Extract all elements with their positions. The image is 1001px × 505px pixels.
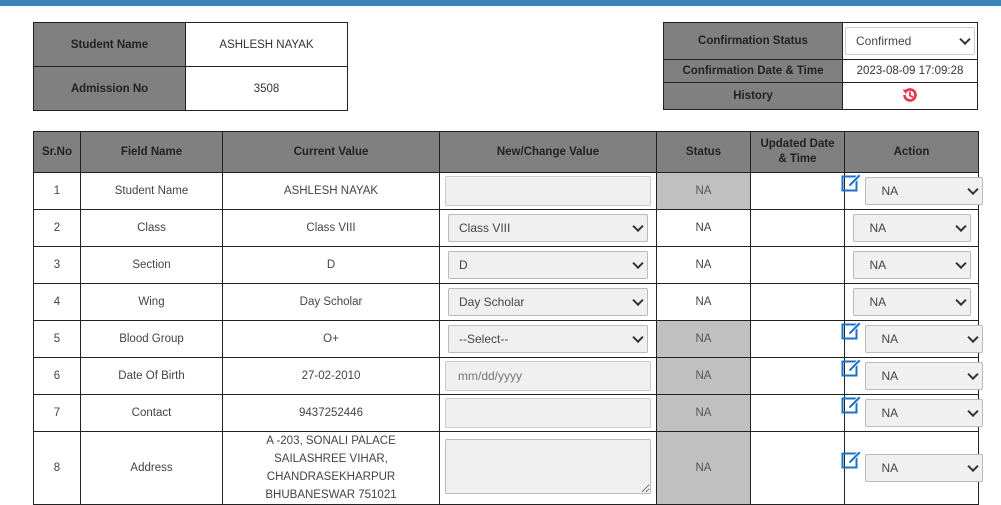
row-updated-date: [751, 321, 845, 358]
action-select[interactable]: [865, 177, 983, 205]
action-select[interactable]: [865, 325, 983, 353]
contact-input[interactable]: [445, 398, 651, 428]
confirmation-status-cell: [843, 23, 978, 60]
table-row: [34, 358, 979, 395]
section-select[interactable]: [448, 251, 648, 279]
top-accent-bar: [0, 0, 1001, 6]
row-updated-date: [751, 247, 845, 284]
row-current-value: 27-02-2010: [223, 358, 440, 395]
row-action-cell: [845, 284, 979, 321]
action-select[interactable]: [865, 454, 983, 482]
table-row: [34, 173, 979, 210]
confirmation-date-value: 2023-08-09 17:09:28: [843, 60, 978, 83]
blood-group-select[interactable]: [448, 325, 648, 353]
row-status: NA: [657, 247, 751, 284]
col-header-status: Status: [657, 132, 751, 173]
edit-icon[interactable]: [841, 357, 863, 380]
table-row: [34, 247, 979, 284]
row-new-value-cell: [440, 173, 657, 210]
row-srno: 6: [34, 358, 81, 395]
row-action-cell: [845, 321, 979, 358]
confirmation-info-table: [663, 22, 978, 110]
row-new-value-cell: [440, 395, 657, 432]
row-current-value: Day Scholar: [223, 284, 440, 321]
confirmation-status-label: Confirmation Status: [664, 23, 843, 60]
row-new-value-cell: [440, 284, 657, 321]
row-field-name: Student Name: [81, 173, 223, 210]
row-status: NA: [657, 358, 751, 395]
col-header-updated-date: Updated Date & Time: [751, 132, 845, 173]
row-status: NA: [657, 432, 751, 505]
row-current-value: ASHLESH NAYAK: [223, 173, 440, 210]
history-cell: [843, 83, 978, 110]
row-status: NA: [657, 284, 751, 321]
confirmation-status-select[interactable]: [845, 27, 975, 55]
history-label: History: [664, 83, 843, 110]
row-new-value-cell: [440, 247, 657, 284]
row-current-value: D: [223, 247, 440, 284]
table-row: [34, 284, 979, 321]
row-status: NA: [657, 395, 751, 432]
edit-icon[interactable]: [841, 394, 863, 417]
confirmation-date-label: Confirmation Date & Time: [664, 60, 843, 83]
row-new-value-cell: [440, 358, 657, 395]
student-name-input[interactable]: [445, 176, 651, 206]
action-select[interactable]: [865, 362, 983, 390]
row-current-value: Class VIII: [223, 210, 440, 247]
action-select[interactable]: [853, 251, 971, 279]
row-srno: 3: [34, 247, 81, 284]
row-field-name: Wing: [81, 284, 223, 321]
admission-no-label: Admission No: [34, 67, 186, 111]
row-status: NA: [657, 321, 751, 358]
row-updated-date: [751, 173, 845, 210]
row-updated-date: [751, 284, 845, 321]
student-name-label: Student Name: [34, 23, 186, 67]
table-header-row: [34, 132, 979, 173]
row-new-value-cell: [440, 210, 657, 247]
action-select[interactable]: [853, 288, 971, 316]
row-updated-date: [751, 358, 845, 395]
row-srno: 5: [34, 321, 81, 358]
row-current-value: 9437252446: [223, 395, 440, 432]
date-of-birth-input[interactable]: [445, 361, 651, 391]
row-field-name: Blood Group: [81, 321, 223, 358]
table-row: [34, 321, 979, 358]
row-current-value: O+: [223, 321, 440, 358]
row-field-name: Class: [81, 210, 223, 247]
row-action-cell: [845, 210, 979, 247]
row-srno: 2: [34, 210, 81, 247]
row-field-name: Section: [81, 247, 223, 284]
col-header-srno: Sr.No: [34, 132, 81, 173]
address-textarea[interactable]: [445, 439, 651, 494]
col-header-field-name: Field Name: [81, 132, 223, 173]
table-row: [34, 210, 979, 247]
row-updated-date: [751, 395, 845, 432]
table-row: [34, 395, 979, 432]
action-select[interactable]: [853, 214, 971, 242]
col-header-action: Action: [845, 132, 979, 173]
history-icon[interactable]: [900, 85, 920, 108]
student-info-table: [33, 22, 348, 111]
row-new-value-cell: [440, 321, 657, 358]
row-field-name: Address: [81, 432, 223, 505]
row-srno: 1: [34, 173, 81, 210]
class-select[interactable]: [448, 214, 648, 242]
row-action-cell: [845, 173, 979, 210]
edit-icon[interactable]: [841, 449, 863, 472]
student-name-value: ASHLESH NAYAK: [186, 23, 348, 67]
action-select[interactable]: [865, 399, 983, 427]
row-action-cell: [845, 395, 979, 432]
col-header-current-value: Current Value: [223, 132, 440, 173]
row-srno: 4: [34, 284, 81, 321]
row-updated-date: [751, 210, 845, 247]
col-header-new-value: New/Change Value: [440, 132, 657, 173]
row-action-cell: [845, 358, 979, 395]
wing-select[interactable]: [448, 288, 648, 316]
row-srno: 7: [34, 395, 81, 432]
edit-icon[interactable]: [841, 320, 863, 343]
admission-no-value: 3508: [186, 67, 348, 111]
edit-icon[interactable]: [841, 172, 863, 195]
row-action-cell: [845, 247, 979, 284]
row-field-name: Contact: [81, 395, 223, 432]
row-field-name: Date Of Birth: [81, 358, 223, 395]
change-request-table: [33, 131, 979, 505]
row-current-value: A -203, SONALI PALACE SAILASHREE VIHAR, CHANDRASEKHARPUR BHUBANESWAR 751021: [223, 432, 440, 505]
row-srno: 8: [34, 432, 81, 505]
row-status: NA: [657, 210, 751, 247]
row-status: NA: [657, 173, 751, 210]
